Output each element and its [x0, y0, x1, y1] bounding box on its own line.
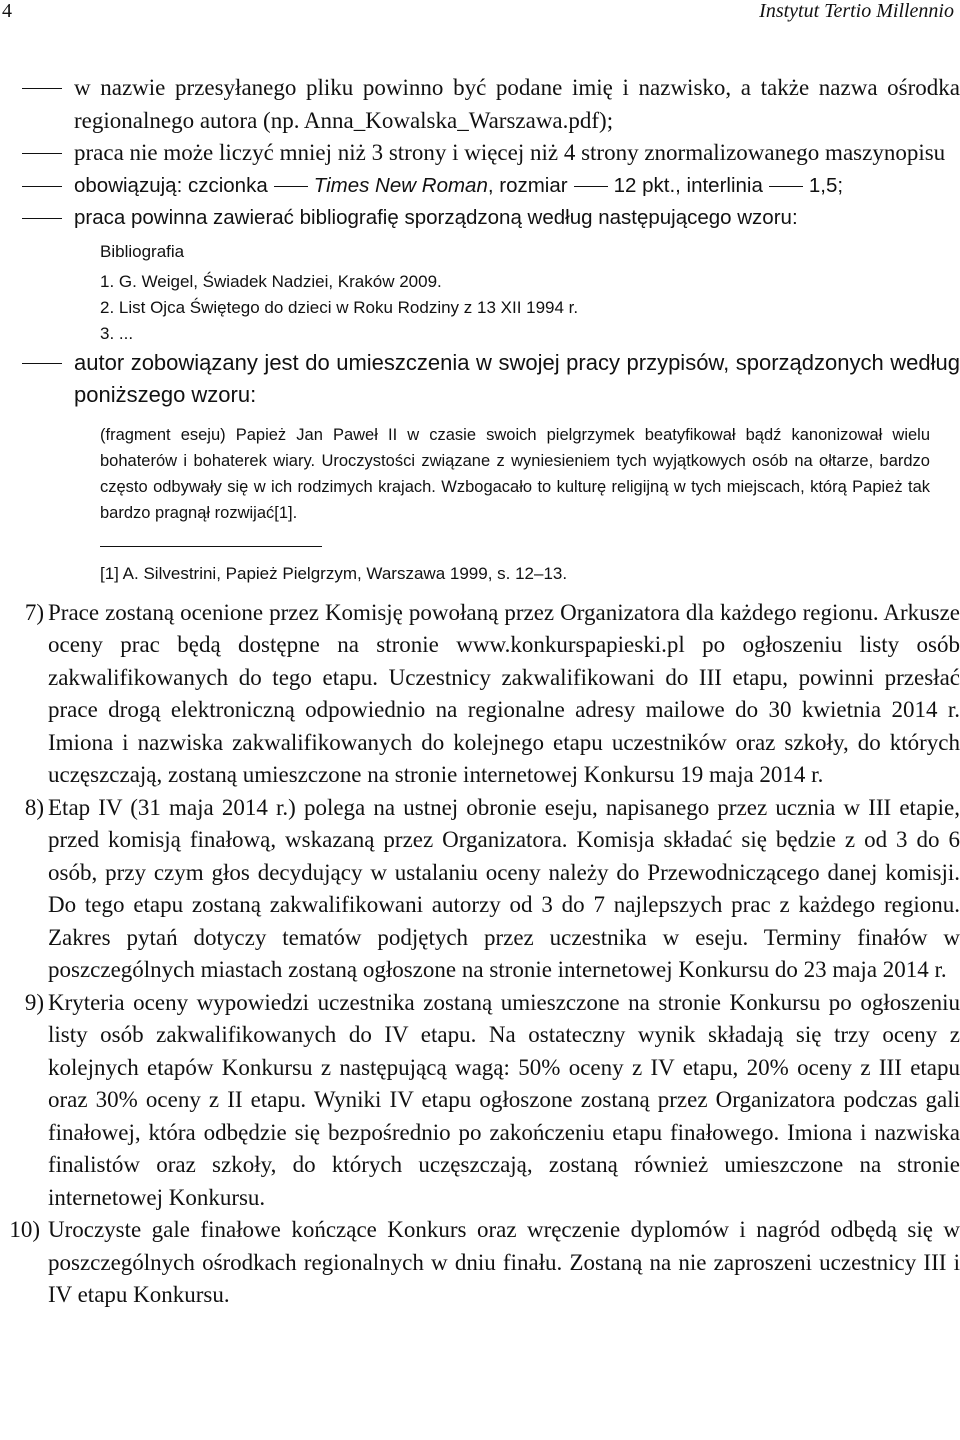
inline-dash — [769, 186, 803, 187]
list-item-text: w nazwie przesyłanego pliku powinno być podane imię i nazwisko, a także nazwa ośrodka regionalnego autora (np. Anna_Kowalska_Warszawa.pdf); — [74, 75, 960, 133]
page-content — [0, 72, 960, 1312]
bibliography-entry: 2. List Ojca Świętego do dzieci w Roku Rodziny z 13 XII 1994 r. — [100, 297, 579, 317]
running-title: Instytut Tertio Millennio — [759, 0, 954, 22]
numbered-item — [0, 987, 960, 1215]
item-text: Prace zostaną ocenione przez Komisję powołaną przez Organizatora dla każdego regionu. Arkusze oceny prac będą dostępne na stronie www.konkurspapieski.pl po ogłoszeniu listy osób zakwalifikowanych do tego etapu. Uczestnicy zakwalifikowani do III etapu, powinni przesłać prace drogą elektroniczną odpowiednio na regionalne adresy mailowe do 30 kwietnia 2014 r. Imiona i nazwiska zakwalifikowanych do kolejnego etapu uczestników oraz szkoły, do których uczęszczają, zostaną umieszczone na stronie internetowej Konkursu 19 maja 2014 r. — [48, 599, 960, 787]
list-item — [0, 137, 960, 170]
inline-dash — [274, 186, 308, 187]
list-item-text: praca powinna zawierać bibliografię sporządzoną według następującego wzoru: — [74, 206, 798, 229]
numbered-item — [0, 597, 960, 792]
page-number: 4 — [2, 0, 12, 22]
item-number: 10) — [9, 1217, 40, 1242]
page-header — [0, 0, 960, 30]
item-number: 7) — [24, 599, 44, 625]
numbered-item — [0, 1214, 960, 1312]
item-text: Kryteria oceny wypowiedzi uczestnika zostaną umieszczone na stronie Konkursu po ogłoszeniu listy osób zakwalifikowanych do IV etapu. Na ostateczny wynik składają się trzy oceny z kolejnych etapów Konkursu z następującą wagą: 50% oceny z IV etapu, 20% oceny z III etapu oraz 30% oceny z II etapu. Wyniki IV etapu ogłoszone zostaną przez Organizatora podczas gali finałowej, która odbędzie się bezpośrednio po zakończeniu etapu finałowego. Imiona i nazwiska finalistów oraz szkoły, do których uczęszczają, zostaną również umieszczone na stronie internetowej Konkursu. — [48, 989, 960, 1210]
item-number: 9) — [24, 989, 44, 1015]
essay-sample: (fragment eseju) Papież Jan Paweł II w czasie swoich pielgrzymek beatyfikował bądź kanonizował wielu bohaterów i bohaterek wiary. Uroczystości związane z wyniesieniem tych wyjątkowych osób na ołtarze, bardzo często odbywały się w ich rodzimych krajach. Wzbogacało to kulturę religijną w tych miejscach, którą Papież tak bardzo pragnął rozwijać[1]. — [100, 425, 930, 522]
footnote-separator — [100, 546, 322, 547]
bibliography-entry: 1. G. Weigel, Świadek Nadziei, Kraków 2009. — [100, 271, 442, 291]
list-item-text: praca nie może liczyć mniej niż 3 strony i więcej niż 4 strony znormalizowanego maszynopisu — [74, 140, 946, 165]
bibliography-sample-title: Bibliografia — [100, 241, 185, 261]
font-rule-label: obowiązują: czcionka — [74, 173, 268, 197]
list-item — [0, 202, 960, 235]
list-item-font-rules — [0, 170, 960, 203]
list-item-text: autor zobowiązany jest do umieszczenia w swojej pracy przypisów, sporządzonych według poniższego wzoru: — [74, 349, 960, 407]
bibliography-entry: 3. ... — [100, 323, 134, 343]
line-spacing-value: 1,5; — [808, 173, 844, 197]
list-item — [0, 347, 960, 412]
list-item — [0, 72, 960, 137]
footnote: [1] A. Silvestrini, Papież Pielgrzym, Warszawa 1999, s. 12–13. — [100, 563, 568, 583]
font-size-value: 12 pkt., interlinia — [613, 173, 763, 197]
numbered-item — [0, 792, 960, 987]
item-text: Etap IV (31 maja 2014 r.) polega na ustnej obronie eseju, napisanego przez ucznia w III etapie, przed komisją finałową, wskazaną przez Organizatora. Komisja składać się będzie z od 3 do 6 osób, przy czym głos decydujący w ustalaniu oceny należy do Przewodniczącego danej komisji. Do tego etapu zostaną zakwalifikowani autorzy od 3 do 7 najlepszych prac z każdego regionu. Zakres pytań dotyczy tematów podjętych przez uczestnika w eseju. Terminy finałów w poszczególnych miastach zostaną ogłoszone na stronie internetowej Konkursu do 23 maja 2014 r. — [48, 794, 960, 982]
item-text: Uroczyste gale finałowe kończące Konkurs oraz wręczenie dyplomów i nagród odbędą się w poszczególnych ośrodkach regionalnych w dniu finału. Zostaną na nie zaproszeni uczestnicy III i IV etapu Konkursu. — [48, 1217, 960, 1307]
inline-dash — [574, 186, 608, 187]
font-name: Times New Roman — [313, 173, 488, 197]
font-size-label: , rozmiar — [487, 173, 568, 197]
item-number: 8) — [24, 794, 44, 820]
